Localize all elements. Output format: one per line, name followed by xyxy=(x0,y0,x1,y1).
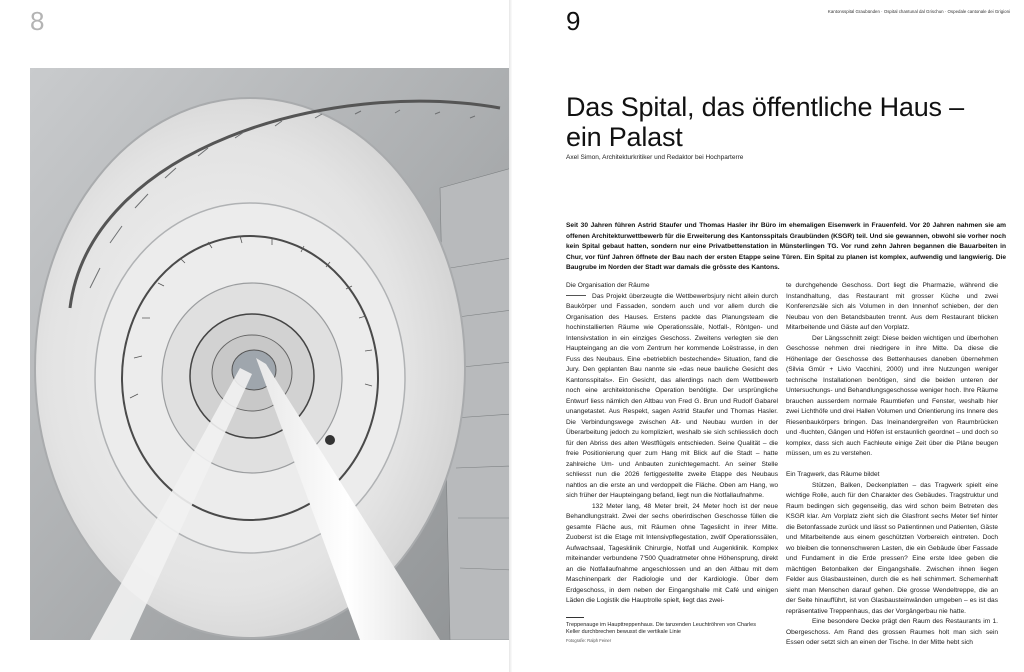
photo-caption xyxy=(566,617,756,644)
text-column-1 xyxy=(566,281,778,607)
paragraph: Eine besondere Decke prägt den Raum des Restaurants im 1. Obergeschoss. Am Rand des grossen Raumes holt man sich sein Essen oder setzt sich an einen der Tische. In der Mitte hebt sich xyxy=(786,618,998,646)
subheading-organisation: Die Organisation der Räume xyxy=(566,282,650,289)
running-header: Kantonsspital Graubünden · Ospital chantunal dal Grischun · Ospedale cantonale dei Grigioni xyxy=(827,9,1010,14)
paragraph: 132 Meter lang, 48 Meter breit, 24 Meter hoch ist der neue Behandlungstrakt. Zwei der sechs oberirdischen Geschosse füllen die gesamte Fläche aus, mit Räumen ohne Tageslicht in ihrer Mitte. Zuoberst ist die Etage mit Intensivpflegestation, zwölf Operationssälen, Aufwachsaal, Tagesklinik Chirurgie, Notfall und Augenklinik. Komplex miteinander verbundene 7'500 Quadratmeter ohne Höhensprung, direkt an die Notfallaufnahme angeschlossen und an den Altbau mit dem Maschinenpark der Radiologie und der Kardiologie. Über dem Erdgeschoss, in dem neben der Eingangshalle mit Café und einigen Läden die Logistik die Hauptrolle spielt, liegt das zwei- xyxy=(566,502,778,604)
photo-credit: Fotografie: Ralph Feiner xyxy=(566,638,612,643)
spiral-staircase-photo xyxy=(30,68,512,640)
page-number-right: 9 xyxy=(566,6,581,36)
paragraph-dash xyxy=(566,295,586,296)
paragraph: Stützen, Balken, Deckenplatten – das Tragwerk spielt eine wichtige Rolle, auch für den Charakter des Gebäudes. Tragstruktur und Raum bedingen sich gegenseitig, das wird schon beim Betreten des KSGR klar. Am Vorplatz zieht sich die Glasfront sechs Meter tief hinter die Betonfassade zurück und lässt so Patientinnen und Patienten, Gäste und Mitarbeitende aus einem geschützten Vorbereich eintreten. Doch wo bleiben die tonnenschweren Lasten, die ein Gebäude über Fassade und Fundament in die Erde pressen? Eine erste Idee geben die mächtigen Betonbalken der Eingangshalle. Zwischen ihnen liegen Felder aus Glasbausteinen, durch die es hell schimmert. Schemenhaft sieht man Menschen darauf gehen. Die grosse Wendeltreppe, die an der Seite hinaufführt, ist von Glasbausteinwänden umgeben – es ist das repräsentative Treppenhaus, das der Vorgängerbau nie hatte. xyxy=(786,481,998,615)
title-line-1: Das Spital, das öffentliche Haus – xyxy=(566,92,964,122)
paragraph: Der Längsschnitt zeigt: Diese beiden wichtigen und überhohen Geschosse nehmen drei niedrigere in ihre Mitte. Da diese die Höhenlage der Geschosse des Bettenhauses daneben übernehmen (Silvia Gmür + Livio Vacchini, 2000) und ihre Nutzungen weniger technische Installationen benötigen, sind die beiden unteren der Untersuchungs- und Behandlungsgeschosse weniger hoch. Ihre Räume brauchen ausserdem normale Raumtiefen und Fenster, weshalb hier zwei Lichthöfe und drei Hallen Volumen und Orientierung ins Innere des Riesenbaukörpers bringen. Das Ineinandergreifen von Raumbrücken und -fluchten, Gängen und Höfen ist erstaunlich geordnet – und doch so komplex, dass sich auch Fachleute einige Zeit über die Pläne beugen müssen, um es zu verstehen. xyxy=(786,334,998,457)
paragraph: te durchgehende Geschoss. Dort liegt die Pharmazie, während die Instandhaltung, das Restaurant mit grosser Küche und zwei Konferenzsäle sich als Volumen in den Innenhof schieben, der den Neubau von den Betandsbauten trennt. Aus dem Restaurant blicken Mitarbeitende und Gäste auf den Vorplatz. xyxy=(786,282,998,331)
caption-text: Treppenauge im Haupttreppenhaus. Die tanzenden Leuchtröhren von Charles Keller durchbrechen bewusst die vertikale Linie xyxy=(566,622,756,635)
caption-rule xyxy=(566,617,584,618)
text-column-2 xyxy=(786,281,998,649)
article-title xyxy=(566,92,1006,152)
subheading-tragwerk: Ein Tragwerk, das Räume bildet xyxy=(786,471,880,478)
title-line-2: ein Palast xyxy=(566,122,683,152)
page-number-left: 8 xyxy=(30,6,45,36)
paragraph: Das Projekt überzeugte die Wettbewerbsjury nicht allein durch Baukörper und Fassaden, sondern auch und vor allem durch die Organisation des Hauses. Erstens packte das Planungsteam die hochinstallierten Räume wie Operationssäle, Notfall-, Röntgen- und Intensivstation in ein einziges Geschoss. Zweitens verlegten sie den Haupteingang an die vom Zentrum her kommende Loëstrasse, in den Fuss des Neubaus. Eine «betrieblich bestechende» Situation, fand die Jury. Den geplanten Bau nannte sie «das neue bauliche Gesicht des Kantonsspitals». Ein Gesicht, das allerdings nach dem Wettbewerb noch eine architektonische Operation benötigte. Der ursprüngliche Entwurf liess nämlich den Altbau von Fred G. Brun und Rudolf Gabarel unangetastet. Aus Respekt, sagen Astrid Staufer und Thomas Hasler. Die Verbindungswege zwischen Alt- und Neubau wurden in der Überarbeitung jedoch zu kompliziert, weshalb sie sich schliesslich doch für den Abriss des alten Westflügels entschieden. Seine Qualität – die freie Positionierung quer zum Hang mit Blick auf die Stadt – hatte zahlreiche Um- und Anbauten zunichtegemacht. An seiner Stelle schliesst nun die 2026 fertiggestellte zweite Etappe des Neubaus nahtlos an die erste an und verdoppelt die Fläche. Oben am Hang, wo sich früher der Haupteingang befand, liegt nun die Notfallaufnahme. xyxy=(566,292,778,499)
article-lead: Seit 30 Jahren führen Astrid Staufer und Thomas Hasler ihr Büro im ehemaligen Eisenwerk in Frauenfeld. Vor 20 Jahren nahmen sie am offenen Architekturwettbewerb für die Erweiterung des Kantonsspitals Graubünden (KSGR) teil. Und sie gewannen, obwohl sie vorher noch kein Spital gebaut hatten, sondern nur eine Privatbettenstation in Münsterlingen TG. Vor rund zehn Jahren begannen die Bauarbeiten in Chur, vor fünf Jahren öffnete der Bau nach der ersten Etappe seine Türen. Ein Spital zu planen ist komplex, aufwendig und langwierig. Die Baugrube im Norden der Stadt war damals die grösste des Kantons. xyxy=(566,222,1006,271)
article-author: Axel Simon, Architekturkritiker und Redaktor bei Hochparterre xyxy=(566,154,744,161)
